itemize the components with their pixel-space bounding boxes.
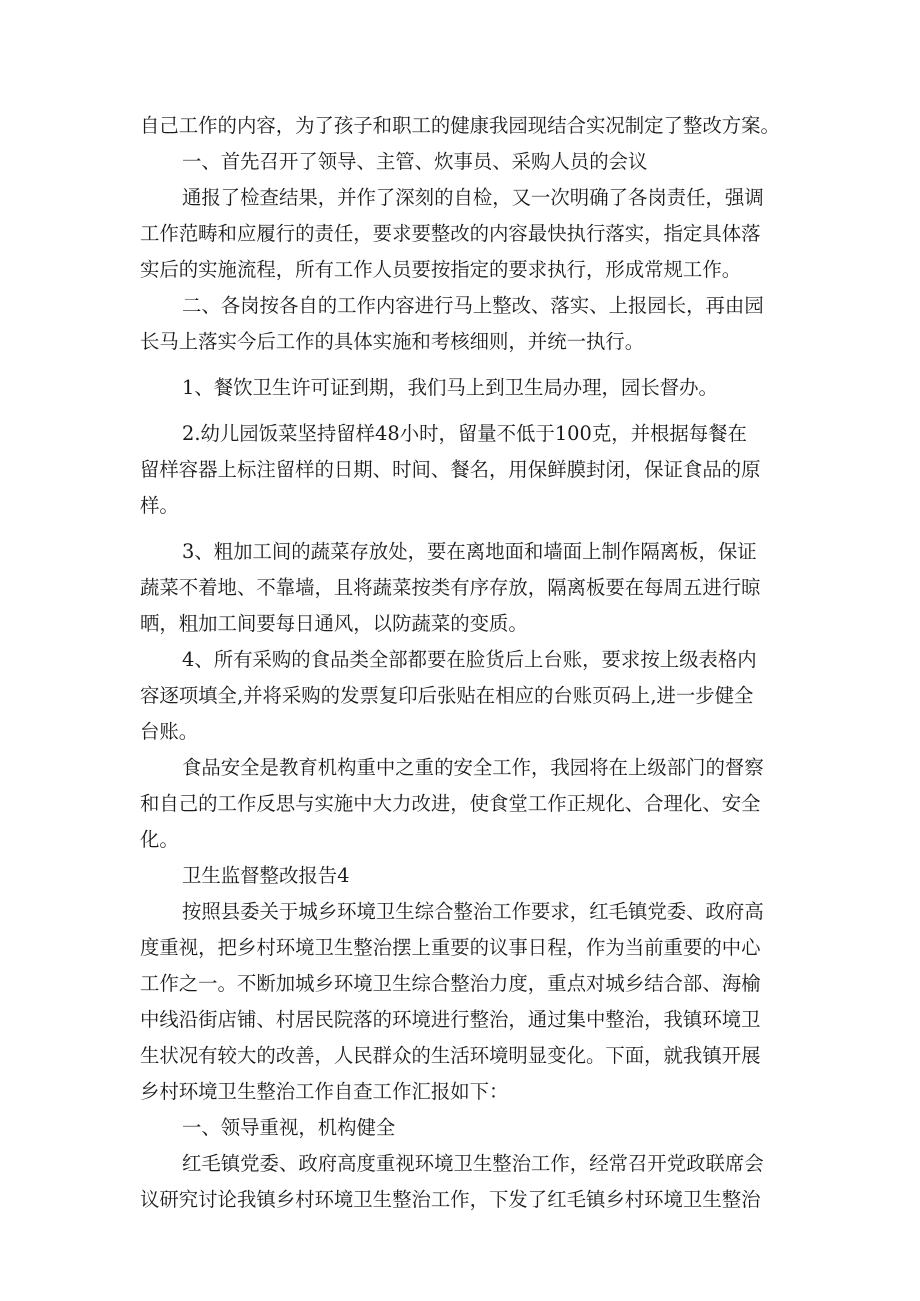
text-line: 乡村环境卫生整治工作自查工作汇报如下： [140,1080,509,1103]
text-line: 留样容器上标注留样的日期、时间、餐名，用保鲜膜封闭，保证食品的原 [140,458,761,481]
text-line: 蔬菜不着地、不靠墙，且将蔬菜按类有序存放，隔离板要在每周五进行晾 [140,576,761,599]
list-item: 2.幼儿园饭菜坚持留样48小时，留量不低于100克，并根据每餐在 [182,422,747,445]
text-line: 长马上落实今后工作的具体实施和考核细则，并统一执行。 [140,330,645,353]
text-line: 工作范畴和应履行的责任，要求要整改的内容最快执行落实，指定具体落 [140,222,761,245]
section-heading: 一、首先召开了领导、主管、炊事员、采购人员的会议 [182,150,648,173]
section-heading: 一、领导重视，机构健全 [182,1116,396,1139]
list-item: 1、餐饮卫生许可证到期，我们马上到卫生局办理，园长督办。 [182,376,718,399]
text-line: 度重视，把乡村环境卫生整治摆上重要的议事日程，作为当前重要的中心 [140,936,761,959]
list-item: 3、粗加工间的蔬菜存放处，要在离地面和墙面上制作隔离板，保证 [182,540,757,563]
text-line: 和自己的工作反思与实施中大力改进，使食堂工作正规化、合理化、安全 [140,792,761,815]
text-line: 按照县委关于城乡环境卫生综合整治工作要求，红毛镇党委、政府高 [182,900,764,923]
text-line: 工作之一。不断加城乡环境卫生综合整治力度，重点对城乡结合部、海榆 [140,972,761,995]
text-line: 晒，粗加工间要每日通风，以防蔬菜的变质。 [140,612,528,635]
text-line: 中线沿街店铺、村居民院落的环境进行整治，通过集中整治，我镇环境卫 [140,1008,761,1031]
report-title: 卫生监督整改报告4 [182,864,350,887]
text-line: 样。 [140,494,179,517]
text-line: 生状况有较大的改善，人民群众的生活环境明显变化。下面，就我镇开展 [140,1044,761,1067]
text-line: 化。 [140,828,179,851]
text-line: 食品安全是教育机构重中之重的安全工作，我园将在上级部门的督察 [182,756,764,779]
text-line: 红毛镇党委、政府高度重视环境卫生整治工作，经常召开党政联席会 [182,1152,764,1175]
text-line: 议研究讨论我镇乡村环境卫生整治工作，下发了红毛镇乡村环境卫生整治 [140,1188,761,1211]
document-page [140,108,785,1218]
text-line: 容逐项填全,并将采购的发票复印后张贴在相应的台账页码上,进一步健全 [140,684,754,707]
text-line: 通报了检查结果，并作了深刻的自检，又一次明确了各岗责任，强调 [182,186,764,209]
text-line: 实后的实施流程，所有工作人员要按指定的要求执行，形成常规工作。 [140,258,742,281]
list-item: 4、所有采购的食品类全部都要在脸货后上台账，要求按上级表格内 [182,648,757,671]
text-line: 自己工作的内容，为了孩子和职工的健康我园现结合实况制定了整改方案。 [140,114,780,137]
text-line: 二、各岗按各自的工作内容进行马上整改、落实、上报园长，再由园 [182,294,764,317]
text-line: 台账。 [140,720,199,743]
